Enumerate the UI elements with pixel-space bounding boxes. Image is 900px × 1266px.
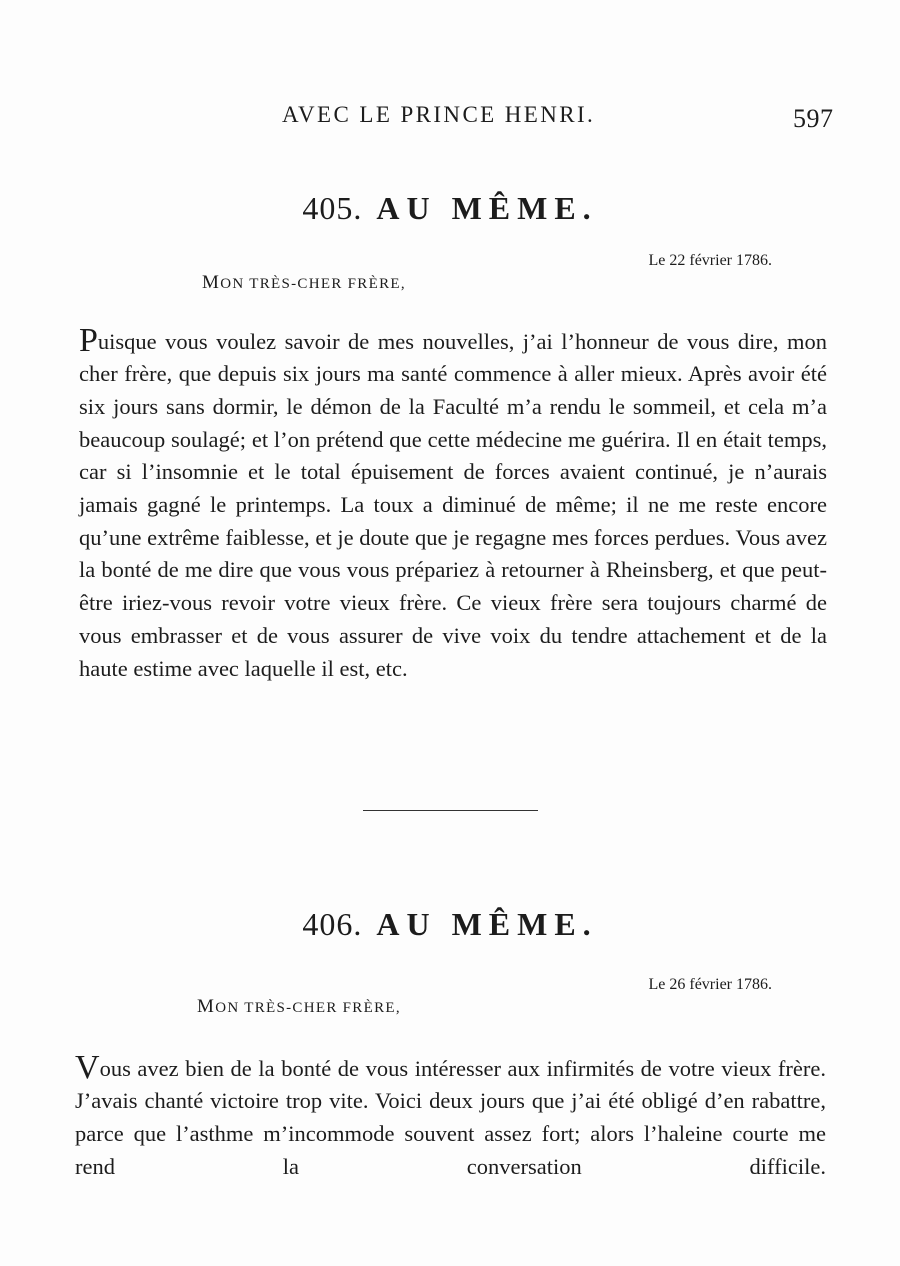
running-title: AVEC LE PRINCE HENRI. <box>282 102 596 127</box>
letter-date: Le 26 février 1786. <box>648 976 772 993</box>
drop-initial: V <box>75 1048 100 1086</box>
page-number: 597 <box>793 104 834 133</box>
section-separator <box>363 810 538 811</box>
letter-body <box>79 321 827 686</box>
letter-date: Le 22 février 1786. <box>648 252 772 269</box>
letter-body-text: ous avez bien de la bonté de vous intéresser aux infirmités de votre vieux frère. J’avais chanté victoire trop vite. Voici deux jours que j’ai été obligé d’en rabattre, parce que l’asthme m’incommode souvent assez fort; alors l’haleine courte me rend la conversation difficile. <box>75 1055 826 1179</box>
letter-title: AU MÊME. <box>376 190 598 226</box>
letter-body <box>75 1048 826 1184</box>
drop-initial: P <box>79 321 98 359</box>
letter-number: 406. <box>302 906 363 942</box>
letter-number: 405. <box>302 190 363 226</box>
letter-heading <box>0 904 900 944</box>
letter-body-text: uisque vous voulez savoir de mes nouvelles, j’ai l’honneur de vous dire, mon cher frère, que depuis six jours ma santé commence à aller mieux. Après avoir été six jours sans dormir, le démon de la Faculté m’a rendu le sommeil, et cela m’a beaucoup soulagé; et l’on prétend que cette médecine me guérira. Il en était temps, car si l’insomnie et le total épuisement de forces avaient continué, je n’aurais jamais gagné le printemps. La toux a diminué de même; il ne me reste encore qu’une extrême faiblesse, et je doute que je regagne mes forces perdues. Vous avez la bonté de me dire que vous vous prépariez à retourner à Rheinsberg, et que peut-être iriez-vous revoir votre vieux frère. Ce vieux frère sera toujours charmé de vous embrasser et de vous assurer de vive voix du tendre attachement et de la haute estime avec laquelle il est, etc. <box>79 328 827 681</box>
letter-title: AU MÊME. <box>376 906 598 942</box>
letter-heading <box>0 188 900 228</box>
salutation: MON TRÈS-CHER FRÈRE, <box>202 272 406 293</box>
salutation: MON TRÈS-CHER FRÈRE, <box>197 996 401 1017</box>
running-head <box>0 100 900 134</box>
